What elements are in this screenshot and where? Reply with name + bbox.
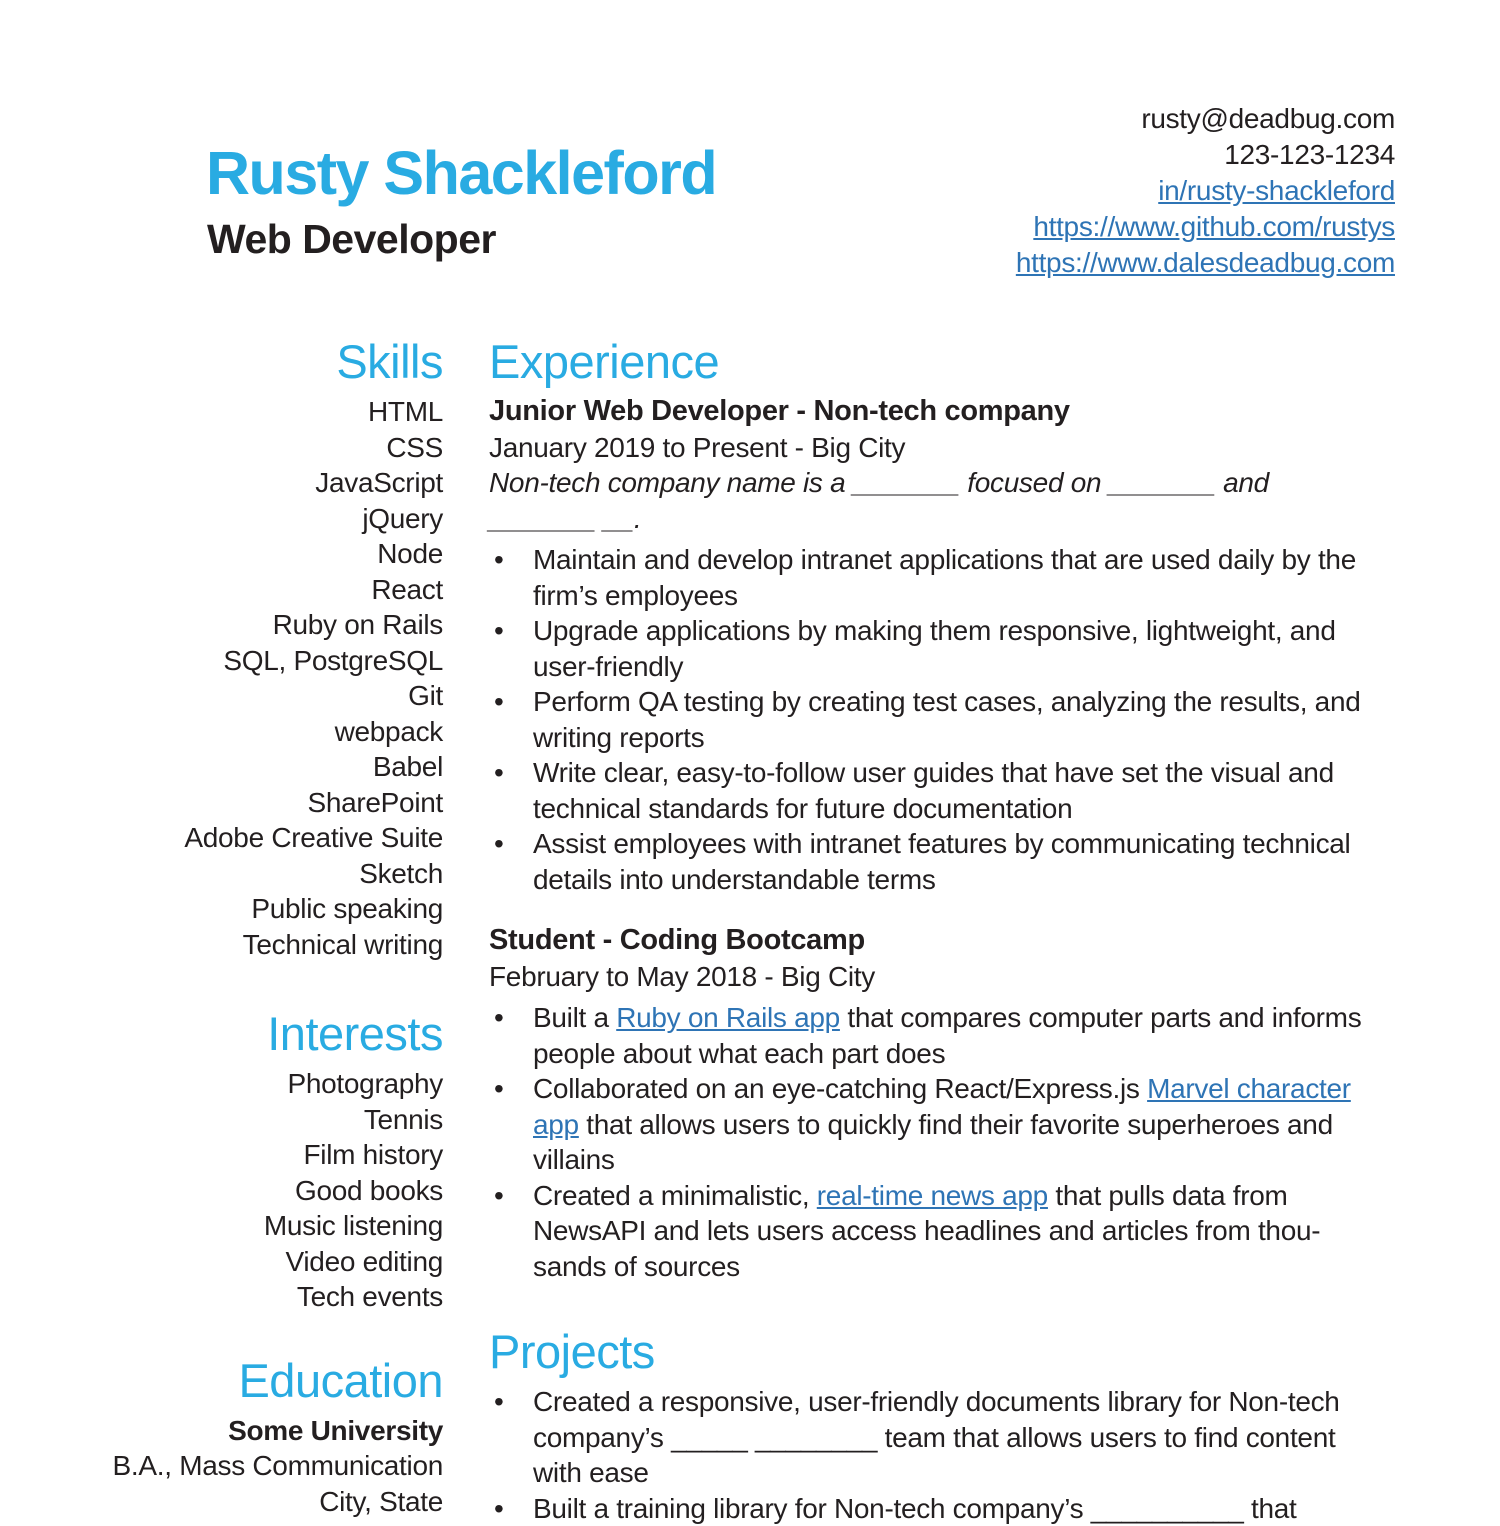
list-item [489, 613, 1364, 684]
main-column [489, 336, 1364, 1526]
job-bullet-list [489, 1000, 1364, 1284]
interest-item: Photography [60, 1066, 443, 1102]
bullet-text-segment: that compares computer parts and informs people about what each part does [533, 1002, 1361, 1069]
projects-heading: Projects [489, 1326, 1364, 1378]
experience-heading: Experience [489, 336, 1364, 388]
experience-section [489, 336, 1364, 1284]
marvel-character-app-link[interactable]: Marvel character app [533, 1073, 1351, 1140]
real-time-news-app-link[interactable]: real-time news app [817, 1180, 1048, 1211]
list-item [489, 1384, 1364, 1491]
bullet-text [533, 1073, 1351, 1175]
list-item [489, 755, 1364, 826]
bullet-icon: • [494, 1071, 504, 1107]
skills-list [60, 394, 443, 962]
interests-section [60, 1008, 443, 1315]
bullet-text: Created a responsive, user-friendly documents library for Non-tech company’s _____ ________ team that allows users to find content with ease [533, 1386, 1340, 1488]
linkedin-link[interactable]: in/rusty-shackleford [1016, 173, 1395, 209]
interest-item: Video editing [60, 1244, 443, 1280]
skill-item: CSS [60, 430, 443, 466]
bullet-text-segment: Built a [533, 1002, 616, 1033]
job-dates: February to May 2018 - Big City [489, 959, 1364, 995]
skills-section [60, 336, 443, 962]
job-entry [489, 923, 1364, 1284]
projects-section [489, 1326, 1364, 1526]
skill-item: SQL, PostgreSQL [60, 643, 443, 679]
list-item [489, 542, 1364, 613]
bullet-text-segment: that pulls data from NewsAPI and lets users access headlines and articles from thousands of sources [533, 1180, 1321, 1282]
bullet-text: Write clear, easy-to-follow user guides that have set the visual and technical standards for future documentation [533, 757, 1334, 824]
interest-item: Tech events [60, 1279, 443, 1315]
education-school: Some University [60, 1413, 443, 1449]
bullet-icon: • [494, 613, 504, 649]
bullet-icon: • [494, 755, 504, 791]
skill-item: HTML [60, 394, 443, 430]
skills-heading: Skills [60, 336, 443, 388]
list-item [489, 684, 1364, 755]
job-entry [489, 394, 1364, 897]
bullet-text-segment: Collaborated on an eye-catching React/Express.js [533, 1073, 1147, 1104]
bullet-text-segment: that allows users to quickly find their favorite superheroes and villains [533, 1109, 1333, 1176]
bullet-text-segment: Created a minimalistic, [533, 1180, 817, 1211]
skill-item: React [60, 572, 443, 608]
job-summary: Non-tech company name is a _______ focused on _______ and _______ __. [489, 465, 1364, 536]
list-item [489, 1178, 1364, 1285]
skill-item: jQuery [60, 501, 443, 537]
person-title: Web Developer [207, 219, 496, 260]
contact-phone: 123-123-1234 [1016, 137, 1395, 173]
job-dates: January 2019 to Present - Big City [489, 430, 1364, 466]
bullet-icon: • [494, 542, 504, 578]
education-section [60, 1355, 443, 1520]
bullet-icon: • [494, 1491, 504, 1526]
interests-heading: Interests [60, 1008, 443, 1060]
interest-item: Tennis [60, 1102, 443, 1138]
sidebar [60, 336, 443, 1519]
ruby-on-rails-app-link[interactable]: Ruby on Rails app [616, 1002, 840, 1033]
interest-item: Music listening [60, 1208, 443, 1244]
list-item [489, 1071, 1364, 1178]
skill-item: JavaScript [60, 465, 443, 501]
projects-bullet-list [489, 1384, 1364, 1526]
github-link[interactable]: https://www.github.com/rustys [1016, 209, 1395, 245]
bullet-icon: • [494, 1384, 504, 1420]
interests-list [60, 1066, 443, 1315]
bullet-icon: • [494, 1178, 504, 1214]
interest-item: Good books [60, 1173, 443, 1209]
skill-item: Git [60, 678, 443, 714]
website-link[interactable]: https://www.dalesdeadbug.com [1016, 245, 1395, 281]
bullet-text [533, 1180, 1321, 1282]
skill-item: SharePoint [60, 785, 443, 821]
skill-item: Ruby on Rails [60, 607, 443, 643]
contact-block [1016, 101, 1395, 281]
list-item [489, 1491, 1364, 1526]
bullet-text: Built a training library for Non-tech company’s __________ that [533, 1493, 1297, 1524]
skill-item: Babel [60, 749, 443, 785]
skill-item: Technical writing [60, 927, 443, 963]
job-title: Student - Coding Bootcamp [489, 923, 1364, 959]
bullet-icon: • [494, 684, 504, 720]
skill-item: Public speaking [60, 891, 443, 927]
job-bullet-list [489, 542, 1364, 897]
education-heading: Education [60, 1355, 443, 1407]
contact-email: rusty@deadbug.com [1016, 101, 1395, 137]
list-item [489, 826, 1364, 897]
bullet-icon: • [494, 1000, 504, 1036]
bullet-icon: • [494, 826, 504, 862]
education-degree: B.A., Mass Communication [60, 1448, 443, 1484]
skill-item: Adobe Creative Suite [60, 820, 443, 856]
list-item [489, 1000, 1364, 1071]
person-name: Rusty Shackleford [206, 143, 716, 204]
education-location: City, State [60, 1484, 443, 1520]
interest-item: Film history [60, 1137, 443, 1173]
bullet-text: Assist employees with intranet features by communicating technical details into understandable terms [533, 828, 1350, 895]
bullet-text: Maintain and develop intranet applications that are used daily by the firm’s employees [533, 544, 1356, 611]
skill-item: Sketch [60, 856, 443, 892]
skill-item: webpack [60, 714, 443, 750]
bullet-text [533, 1002, 1361, 1069]
bullet-text: Perform QA testing by creating test cases, analyzing the results, and writing reports [533, 686, 1361, 753]
bullet-text: Upgrade applications by making them responsive, lightweight, and user-friendly [533, 615, 1336, 682]
job-title: Junior Web Developer - Non-tech company [489, 394, 1364, 430]
skill-item: Node [60, 536, 443, 572]
